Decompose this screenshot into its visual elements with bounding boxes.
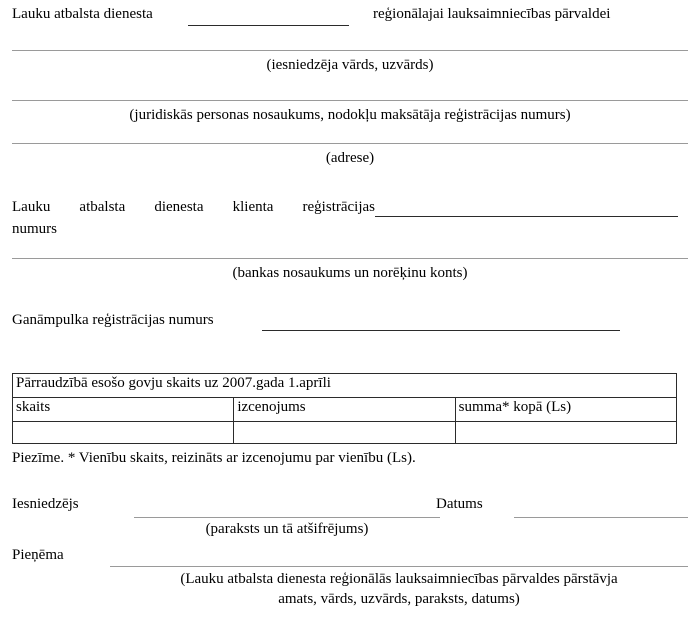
address-caption: (adrese)	[325, 150, 375, 166]
receiver-signature-line[interactable]	[110, 566, 688, 567]
receiver-caption-line1: (Lauku atbalsta dienesta reģionālās lauksaimniecības pārvaldes pārstāvja	[180, 571, 618, 587]
applicant-name-input-line[interactable]	[12, 50, 688, 51]
submitter-caption: (paraksts un tā atšifrējums)	[205, 521, 369, 537]
date-input-line[interactable]	[514, 517, 688, 518]
table-header-izcenojums: izcenojums	[234, 398, 455, 422]
client-registration-input-line[interactable]	[375, 216, 678, 217]
herd-registration-input-line[interactable]	[262, 330, 620, 331]
receiver-label: Pieņēma	[12, 547, 64, 563]
table-cell-summa[interactable]	[455, 422, 676, 444]
herd-registration-label: Ganāmpulka reģistrācijas numurs	[12, 312, 214, 328]
date-label: Datums	[436, 496, 483, 512]
bank-account-caption: (bankas nosaukums un norēķinu konts)	[232, 265, 468, 281]
table-cell-izcenojums[interactable]	[234, 422, 455, 444]
submitter-signature-line[interactable]	[134, 517, 440, 518]
table-header-skaits: skaits	[13, 398, 234, 422]
table-row-title	[13, 374, 677, 398]
receiver-caption-line2: amats, vārds, uzvārds, paraksts, datums)	[278, 591, 520, 607]
addressee-prefix-label: Lauku atbalsta dienesta	[12, 6, 153, 22]
table-row-headers	[13, 398, 677, 422]
legal-entity-caption: (juridiskās personas nosaukums, nodokļu maksātāja reģistrācijas numurs)	[129, 107, 571, 123]
table-cell-skaits[interactable]	[13, 422, 234, 444]
table-header-summa: summa* kopā (Ls)	[455, 398, 676, 422]
table-note: Piezīme. * Vienību skaits, reizināts ar izcenojumu par vienību (Ls).	[12, 450, 416, 466]
bank-account-input-line[interactable]	[12, 258, 688, 259]
addressee-blank-line[interactable]	[188, 25, 349, 26]
applicant-name-caption: (iesniedzēja vārds, uzvārds)	[266, 57, 434, 73]
table-row	[13, 422, 677, 444]
client-registration-label-line2: numurs	[12, 221, 57, 237]
cow-count-table	[12, 373, 677, 444]
table-title-cell: Pārraudzībā esošo govju skaits uz 2007.gada 1.aprīli	[13, 374, 677, 398]
addressee-suffix-label: reģionālajai lauksaimniecības pārvaldei	[373, 6, 611, 22]
address-input-line[interactable]	[12, 143, 688, 144]
submitter-label: Iesniedzējs	[12, 496, 79, 512]
client-registration-label-line1: Lauku atbalsta dienesta klienta reģistrācijas	[12, 199, 375, 215]
legal-entity-input-line[interactable]	[12, 100, 688, 101]
